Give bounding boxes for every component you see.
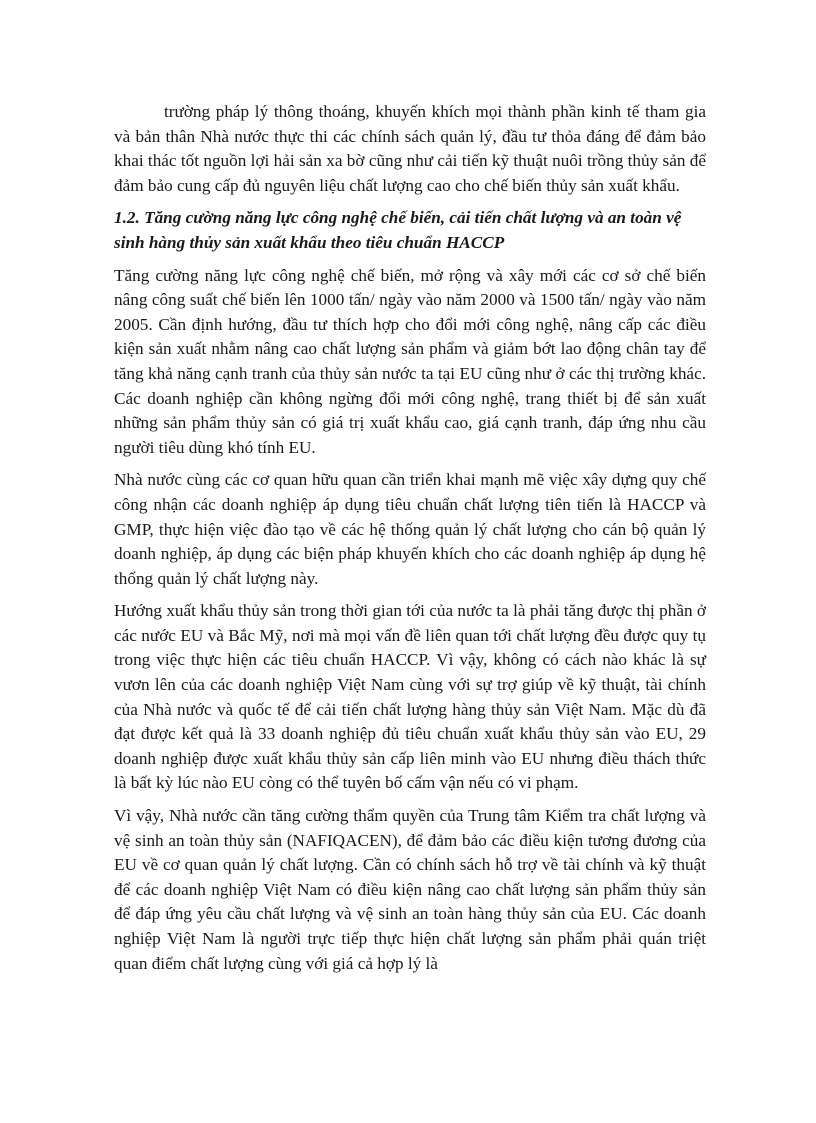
paragraph-processing: Tăng cường năng lực công nghệ chế biến, mở rộng và xây mới các cơ sở chế biến nâng công suất chế biến lên 1000 tấn/ ngày vào năm 2000 và 1500 tấn/ ngày vào năm 2005. Cần định hướng, đầu tư thích hợp cho đổi mới công nghệ, nâng cấp các điều kiện sản xuất nhằm nâng cao chất lượng sản phẩm và giảm bớt lao động chân tay để tăng khả năng cạnh tranh của thủy sản nước ta tại EU cũng như ở các thị trường khác. Các doanh nghiệp cần không ngừng đổi mới công nghệ, trang thiết bị để sản xuất những sản phẩm thủy sản có giá trị xuất khẩu cao, giá cạnh tranh, đáp ứng nhu cầu người tiêu dùng khó tính EU.	[114, 265, 706, 457]
paragraph-intro: trường pháp lý thông thoáng, khuyến khích mọi thành phần kinh tế tham gia và bản thân Nhà nước thực thi các chính sách quản lý, đầu tư thỏa đáng để đảm bảo khai thác tốt nguồn lợi hải sản xa bờ cũng như cải tiến kỹ thuật nuôi trồng thủy sản để đảm bảo cung cấp đủ nguyên liệu chất lượng cao cho chế biến thủy sản xuất khẩu.	[114, 102, 706, 195]
paragraph-export-direction: Hướng xuất khẩu thủy sản trong thời gian tới của nước ta là phải tăng được thị phần ở các nước EU và Bắc Mỹ, nơi mà mọi vấn đề liên quan tới chất lượng đều được quy tụ trong việc thực hiện các tiêu chuẩn HACCP. Vì vậy, không có cách nào khác là sự vươn lên của các doanh nghiệp Việt Nam cùng với sự trợ giúp về kỹ thuật, tài chính của Nhà nước và quốc tế để cải tiến chất lượng hàng thủy sản Việt Nam. Mặc dù đã đạt được kết quả là 33 doanh nghiệp đủ tiêu chuẩn xuất khẩu thủy sản vào EU, 29 doanh nghiệp được xuất khẩu thủy sản cấp liên minh vào EU nhưng điều thách thức là bất kỳ lúc nào EU còng có thể tuyên bố cấm vận nếu có vi phạm.	[114, 601, 706, 793]
document-page	[114, 100, 706, 984]
section-heading: 1.2. Tăng cường năng lực công nghệ chế biến, cải tiến chất lượng và an toàn vệ sinh hàng thủy sản xuất khẩu theo tiêu chuẩn HACCP	[114, 208, 682, 252]
paragraph-haccp-standards: Nhà nước cùng các cơ quan hữu quan cần triển khai mạnh mẽ việc xây dựng quy chế công nhận các doanh nghiệp áp dụng tiêu chuẩn chất lượng tiên tiến là HACCP và GMP, thực hiện việc đào tạo về các hệ thống quản lý chất lượng cho cán bộ quản lý doanh nghiệp, áp dụng các biện pháp khuyến khích cho các doanh nghiệp áp dụng hệ thống quản lý chất lượng này.	[114, 470, 706, 588]
paragraph-nafiqacen: Vì vậy, Nhà nước cần tăng cường thẩm quyền của Trung tâm Kiểm tra chất lượng và vệ sinh an toàn thủy sản (NAFIQACEN), để đảm bảo các điều kiện tương đương của EU về cơ quan quản lý chất lượng. Cần có chính sách hỗ trợ về tài chính và kỹ thuật để các doanh nghiệp Việt Nam có điều kiện nâng cao chất lượng sản phẩm thủy sản để đáp ứng yêu cầu chất lượng và vệ sinh an toàn hàng thủy sản của EU. Các doanh nghiệp Việt Nam là người trực tiếp thực hiện chất lượng sản phẩm phải quán triệt quan điểm chất lượng cùng với giá cả hợp lý là	[114, 806, 706, 973]
